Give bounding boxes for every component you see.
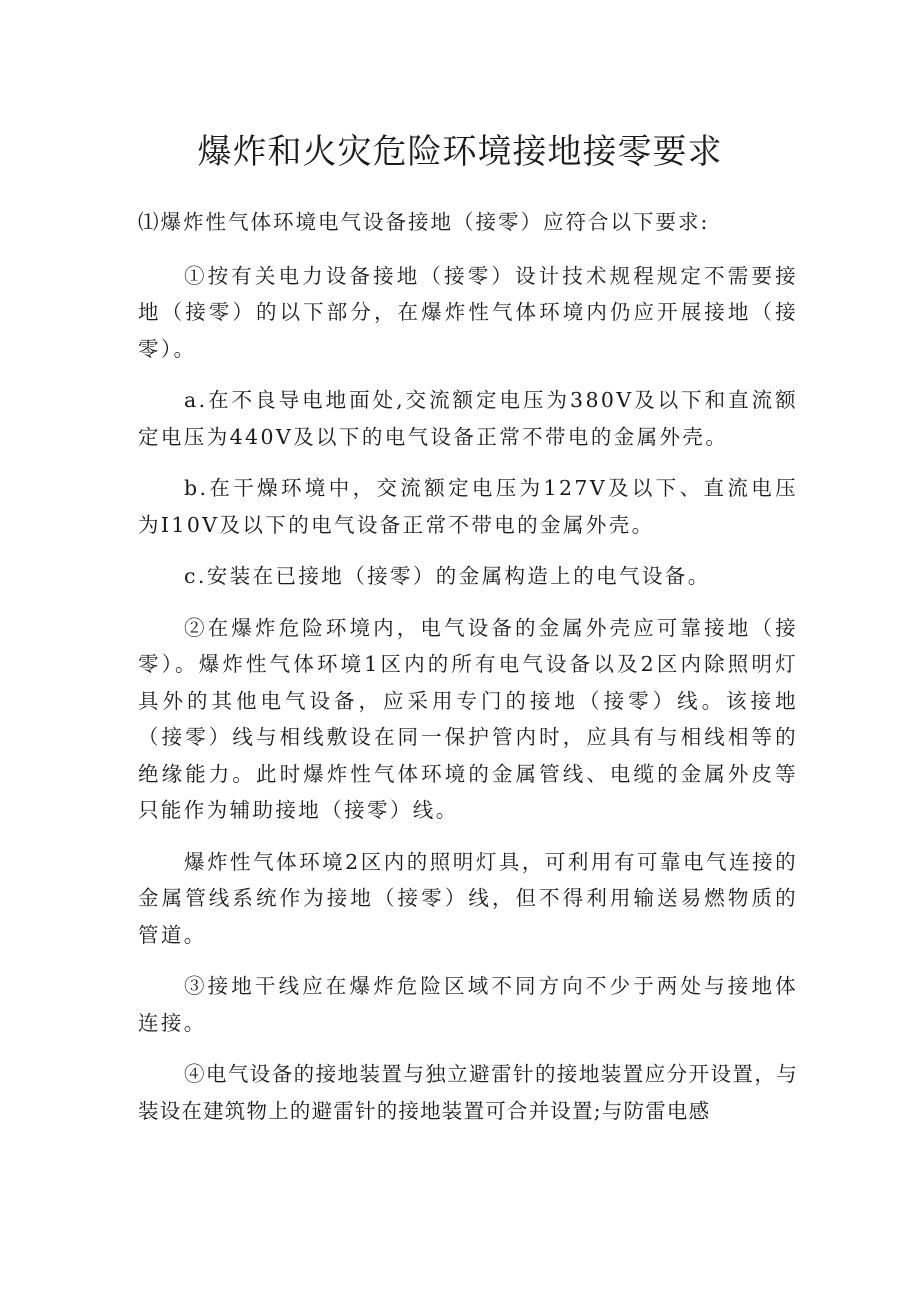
paragraph-item-1c: c.安装在已接地（接零）的金属构造上的电气设备。 bbox=[184, 564, 711, 588]
paragraph-item-3: ③接地干线应在爆炸危险区域不同方向不少于两处与接地体连接。 bbox=[138, 974, 798, 1035]
paragraph-requirement-intro: ⑴爆炸性气体环境电气设备接地（接零）应符合以下要求: bbox=[138, 210, 710, 234]
paragraph-item-1: ①按有关电力设备接地（接零）设计技术规程规定不需要接地（接零）的以下部分，在爆炸性气体环境内仍应开展接地（接零）。 bbox=[138, 263, 798, 361]
paragraph-item-2: ②在爆炸危险环境内，电气设备的金属外壳应可靠接地（接零）。爆炸性气体环境1区内的所有电气设备以及2区内除照明灯具外的其他电气设备，应采用专门的接地（接零）线。该接地（接零）线与相线敷设在同一保护管内时，应具有与相线相等的绝缘能力。此时爆炸性气体环境的金属管线、电缆的金属外皮等只能作为辅助接地（接零）线。 bbox=[138, 615, 798, 822]
paragraph-item-1b: b.在干燥环境中，交流额定电压为127V及以下、直流电压为I10V及以下的电气设备正常不带电的金属外壳。 bbox=[138, 476, 798, 537]
document-title: 爆炸和火灾危险环境接地接零要求 bbox=[197, 132, 723, 172]
paragraph-item-1a: a.在不良导电地面处,交流额定电压为380V及以下和直流额定电压为440V及以下的电气设备正常不带电的金属外壳。 bbox=[138, 388, 798, 449]
document-body bbox=[138, 204, 798, 1144]
paragraph-item-2-lighting: 爆炸性气体环境2区内的照明灯具，可利用有可靠电气连接的金属管线系统作为接地（接零）线，但不得利用输送易燃物质的管道。 bbox=[138, 849, 798, 947]
paragraph-item-4: ④电气设备的接地装置与独立避雷针的接地装置应分开设置，与装设在建筑物上的避雷针的接地装置可合并设置;与防雷电感 bbox=[138, 1062, 798, 1123]
